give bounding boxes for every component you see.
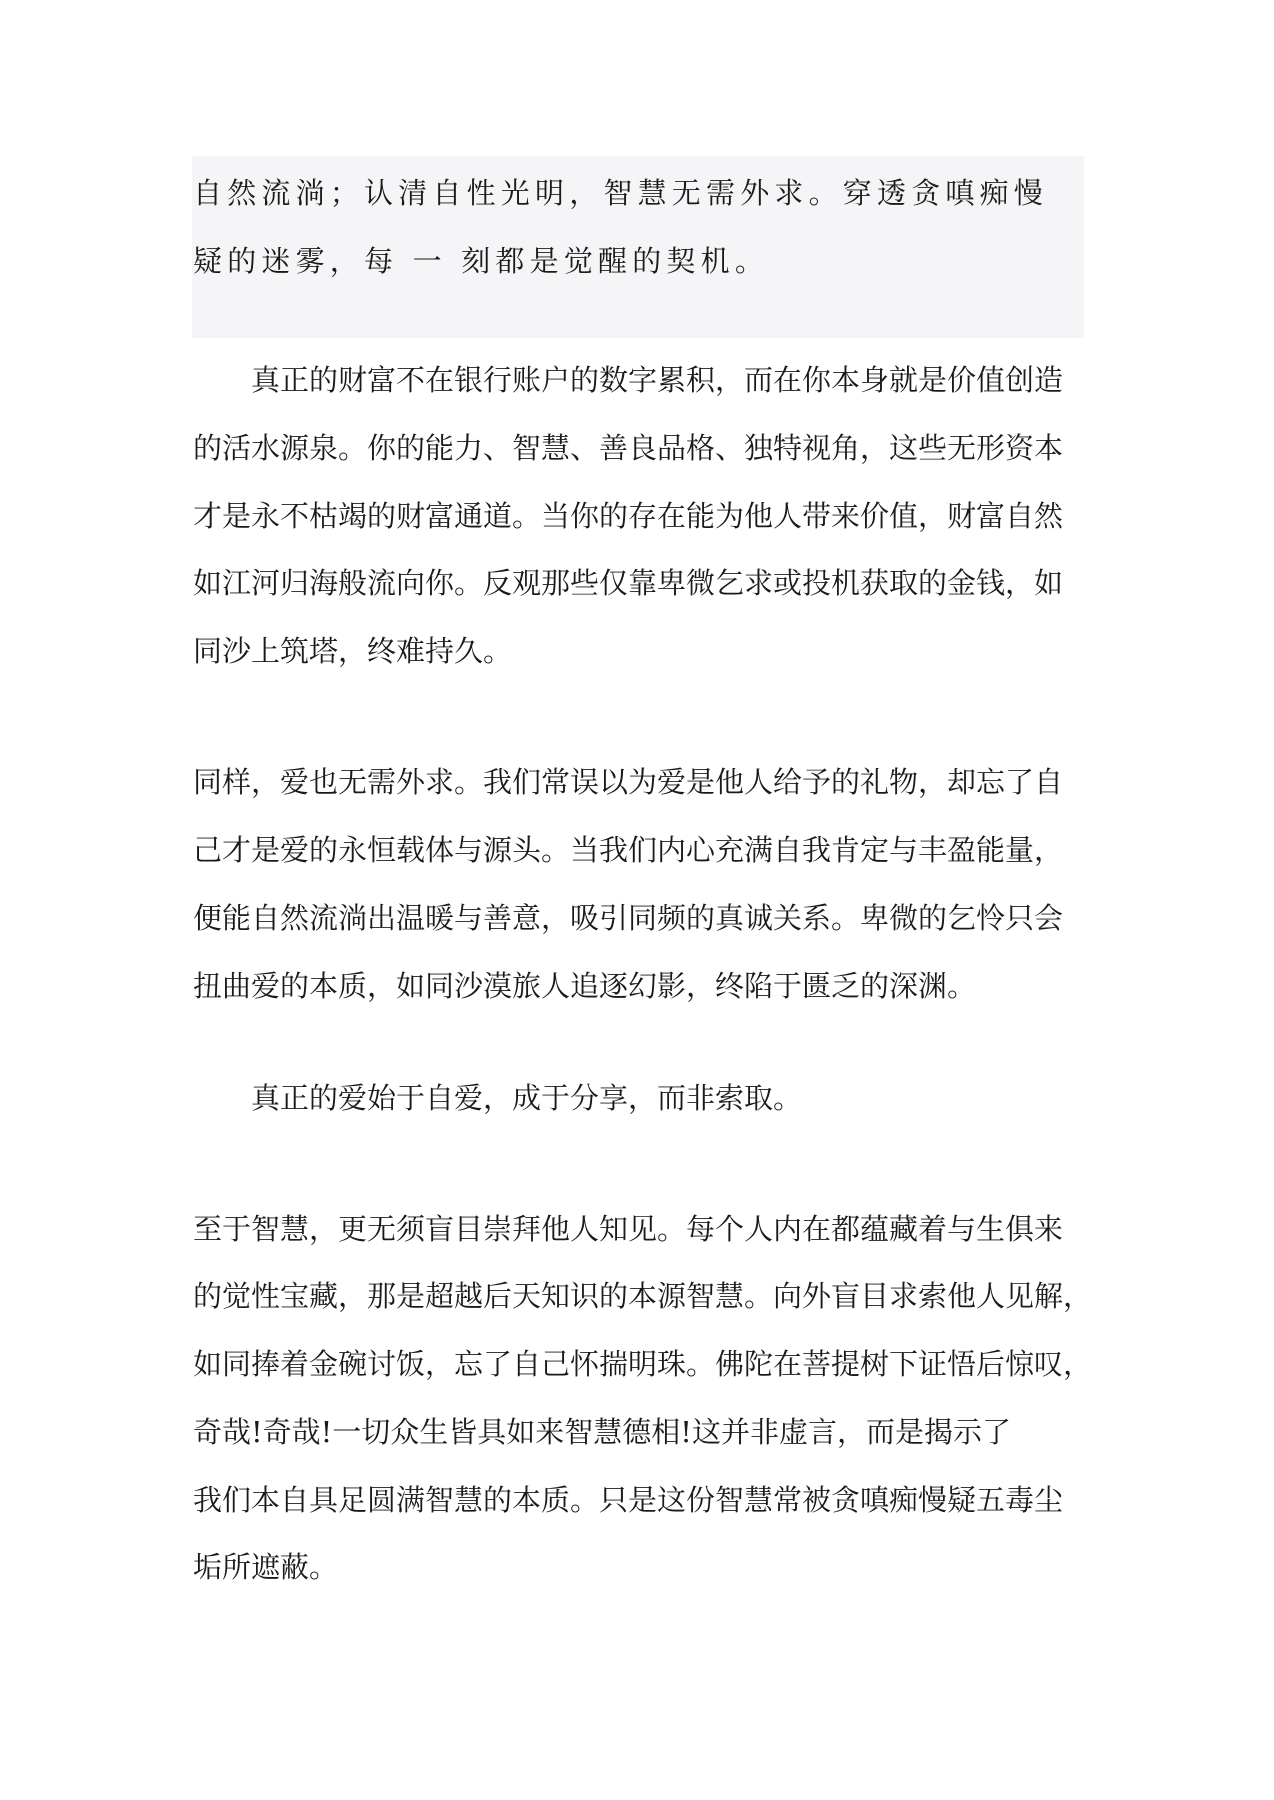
text-line: 同沙上筑塔，终难持久。 bbox=[193, 634, 513, 668]
quote-line: 自然流淌；认清自性光明，智慧无需外求。穿透贪嗔痴慢 bbox=[193, 176, 1049, 210]
text-line: 扭曲爱的本质，如同沙漠旅人追逐幻影，终陷于匮乏的深渊。 bbox=[193, 969, 977, 1003]
text-line: 如江河归海般流向你。反观那些仅靠卑微乞求或投机获取的金钱，如 bbox=[193, 566, 1064, 600]
text-line: 便能自然流淌出温暖与善意，吸引同频的真诚关系。卑微的乞怜只会 bbox=[193, 901, 1064, 935]
text-line: 同样，爱也无需外求。我们常误以为爱是他人给予的礼物，却忘了自 bbox=[193, 765, 1064, 799]
text-line: 才是永不枯竭的财富通道。当你的存在能为他人带来价值，财富自然 bbox=[193, 499, 1064, 533]
quote-line: 疑的迷雾，每 一 刻都是觉醒的契机。 bbox=[193, 244, 770, 278]
text-line: 的觉性宝藏，那是超越后天知识的本源智慧。向外盲目求索他人见解， bbox=[193, 1279, 1093, 1313]
text-line: 如同捧着金碗讨饭，忘了自己怀揣明珠。佛陀在菩提树下证悟后惊叹， bbox=[193, 1347, 1093, 1381]
text-line: 真正的财富不在银行账户的数字累积，而在你本身就是价值创造 bbox=[193, 363, 1064, 397]
text-line: 垢所遮蔽。 bbox=[193, 1550, 339, 1584]
text-line: 我们本自具足圆满智慧的本质。只是这份智慧常被贪嗔痴慢疑五毒尘 bbox=[193, 1483, 1064, 1517]
text-line: 真正的爱始于自爱，成于分享，而非索取。 bbox=[193, 1081, 803, 1115]
text-line: 己才是爱的永恒载体与源头。当我们内心充满自我肯定与丰盈能量， bbox=[193, 833, 1064, 867]
text-line: 奇哉!奇哉!一切众生皆具如来智慧德相!这并非虚言，而是揭示了 bbox=[193, 1415, 1011, 1449]
text-line: 的活水源泉。你的能力、智慧、善良品格、独特视角，这些无形资本 bbox=[193, 431, 1064, 465]
text-line: 至于智慧，更无须盲目崇拜他人知见。每个人内在都蕴藏着与生俱来 bbox=[193, 1212, 1064, 1246]
